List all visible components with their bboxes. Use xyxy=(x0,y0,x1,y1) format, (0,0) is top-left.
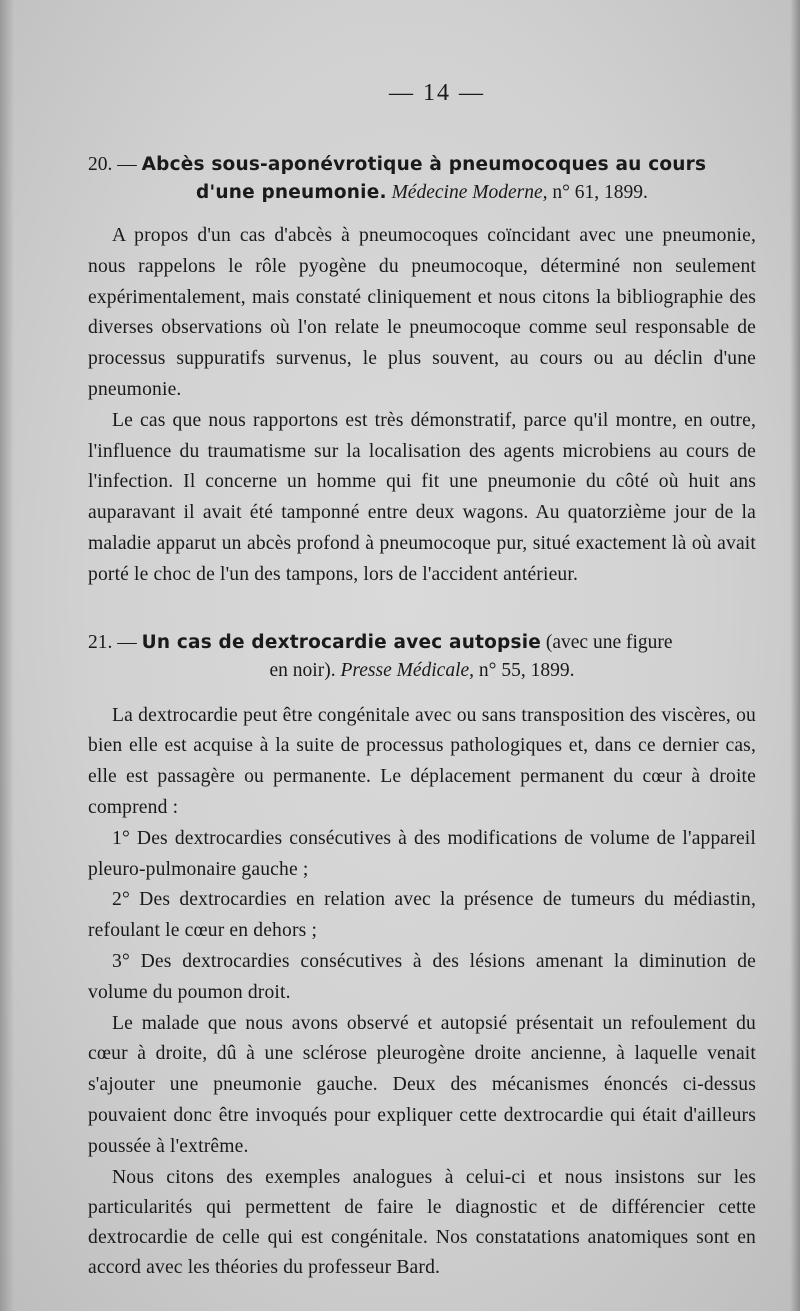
entry-21-paragraph-4: 3° Des dextrocardies consécutives à des lésions amenant la diminution de volume du poumon droit. xyxy=(88,950,756,1003)
entry-20-heading xyxy=(88,151,756,207)
page-right-shadow xyxy=(790,0,800,1311)
entry-21-paragraph-3: 2° Des dextrocardies en relation avec la présence de tumeurs du médiastin, refoulant le cœur en dehors ; xyxy=(88,889,756,942)
entry-21 xyxy=(88,629,756,1284)
entry-21-title-line2: en noir). xyxy=(269,659,336,681)
page-content xyxy=(88,80,756,1283)
entry-21-heading xyxy=(88,629,756,685)
entry-21-paragraph-1: La dextrocardie peut être congénitale avec ou sans transposition des viscères, ou bien elle est acquise à la suite de processus pathologiques et, dans ce dernier cas, elle est passagère ou permanente. Le déplacement permanent du cœur à droite comprend : xyxy=(88,704,756,818)
entry-21-ref: n° 55, 1899. xyxy=(474,659,575,681)
page-number: — 14 — xyxy=(389,80,485,106)
entry-21-paragraph-5: Le malade que nous avons observé et autopsié présentait un refoulement du cœur à droite, dû à une sclérose pleurogène droite ancienne, à laquelle venait s'ajouter une pneumonie gauche. Deux des mécanismes énoncés ci-dessus pouvaient donc être invoqués pour expliquer cette dextrocardie qui était d'ailleurs poussée à l'extrême. xyxy=(88,1012,756,1157)
entry-20-paragraph-1: A propos d'un cas d'abcès à pneumocoques coïncidant avec une pneumonie, nous rappelons le rôle pyogène du pneumocoque, déterminé non seulement expérimentalement, mais constaté cliniquement et nous citons la bibliographie des diverses observations où l'on relate le pneumocoque comme seul responsable de processus suppuratifs survenus, le plus souvent, au cours ou au déclin d'une pneumonie. xyxy=(88,225,756,400)
entry-21-paragraph-6: Nous citons des exemples analogues à celui-ci et nous insistons sur les particularités qui permettent de faire le diagnostic et de différencier cette dextrocardie de celle qui est congénitale. Nos constatations anatomiques sont en accord avec les théories du professeur Bard. xyxy=(88,1166,756,1279)
entry-20-title-cont xyxy=(88,179,756,207)
entry-20-title-line2: d'une pneumonie. xyxy=(196,182,387,203)
entry-20-paragraph-2: Le cas que nous rapportons est très démonstratif, parce qu'il montre, en outre, l'influence du traumatisme sur la localisation des agents microbiens au cours de l'infection. Il concerne un homme qui fit une pneumonie du côté où huit ans auparavant il avait été tamponné entre deux wagons. Au quatorzième jour de la maladie apparut un abcès profond à pneumocoque pur, situé exactement là où avait porté le choc de l'un des tampons, lors de l'accident antérieur. xyxy=(88,409,756,585)
entry-20-ref: n° 61, 1899. xyxy=(547,182,648,203)
entry-21-title-suffix: (avec une figure xyxy=(540,631,673,653)
entry-20-journal: Médecine Moderne, xyxy=(391,182,548,203)
entry-20 xyxy=(88,151,756,591)
entry-21-journal: Presse Médicale, xyxy=(340,659,475,681)
entry-20-title-line1: Abcès sous-aponévrotique à pneumocoques au cours xyxy=(141,154,707,175)
entry-21-title-line1: Un cas de dextrocardie avec autopsie xyxy=(141,631,541,653)
entry-21-number: 21. — xyxy=(88,631,142,653)
entry-21-title-cont xyxy=(88,657,756,685)
entry-20-number: 20. — xyxy=(88,154,142,175)
page-left-shadow xyxy=(0,0,14,1311)
entry-21-paragraph-2: 1° Des dextrocardies consécutives à des modifications de volume de l'appareil pleuro-pulmonaire gauche ; xyxy=(88,827,756,880)
